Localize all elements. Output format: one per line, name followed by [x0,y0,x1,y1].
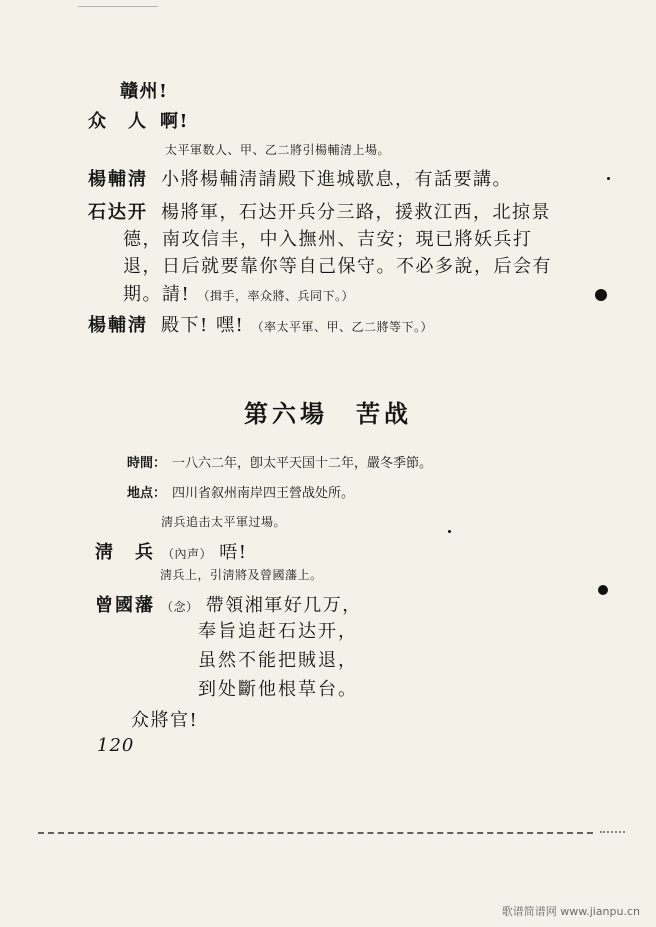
speaker-yang-fuqing-2: 楊輔淸 [88,315,148,336]
dialogue-shi-dakai-3: 退，日后就要靠你等自己保守。不必多說，后会有 [123,256,552,277]
stage-direction-3: 淸兵上，引淸將及曾國藩上。 [160,568,323,582]
line-ganzhou: 贛州! [120,81,169,102]
stage-direction-2: 淸兵追击太平軍过場。 [161,515,287,529]
ink-spot [595,289,607,301]
dialogue-yang-fuqing-2-main: 殿下! 嘿! [161,315,245,336]
dialogue-qing-soldiers-direction: （內声） [162,547,213,561]
dialogue-shi-dakai-4-direction: （揖手，率众將、兵同下。） [197,289,354,303]
time-label: 時間： [127,456,167,471]
speaker-yang-fuqing-1: 楊輔淸 [88,169,148,190]
dialogue-generals-call: 众將官! [131,710,199,731]
dialogue-yang-fuqing-2 [161,311,433,337]
bottom-rule-dots [600,831,625,833]
speaker-shi-dakai: 石达开 [88,202,148,223]
page-number: 120 [97,735,135,756]
verse-line-4: 到处斷他根草台。 [198,679,358,700]
dialogue-shi-dakai-1: 楊將軍，石达开兵分三路，援救江西，北掠景 [161,202,551,223]
place-label: 地点： [127,486,167,501]
dialogue-shi-dakai-4 [123,280,354,306]
dialogue-zeng-guofan-direction: （念） [161,600,199,614]
speaker-qing-soldiers: 淸 兵 [95,542,155,563]
dialogue-zeng-guofan [161,591,362,617]
time-value: 一八六二年，卽太平天国十二年，嚴冬季節。 [172,456,433,471]
verse-line-3: 虽然不能把賊退， [198,650,358,671]
dialogue-crowd: 啊! [160,111,189,132]
ink-speck [607,177,610,180]
verse-line-1: 帶領湘軍好几万， [205,595,362,616]
stage-direction-1: 太平軍数人、甲、乙二將引楊輔清上場。 [165,143,391,157]
dialogue-qing-soldiers-main: 唔! [219,542,248,563]
ink-spot [598,585,608,595]
dialogue-shi-dakai-4-main: 期。請! [123,284,191,305]
speaker-zeng-guofan: 曾國藩 [95,595,155,616]
watermark: 歌谱简谱网 www.jianpu.cn [501,905,640,918]
dialogue-shi-dakai-2: 德，南攻信丰，中入撫州、吉安；現已將妖兵打 [123,229,533,250]
ink-speck [448,530,451,533]
header-mark [78,0,158,7]
scene-title: 第六場 苦战 [244,399,412,428]
dialogue-yang-fuqing-2-direction: （率太平軍、甲、乙二將等下。） [251,320,433,334]
verse-line-2: 奉旨追赶石达开， [198,621,358,642]
bottom-rule [38,832,593,834]
dialogue-yang-fuqing-1: 小將楊輔淸請殿下進城歇息，有話要講。 [161,169,512,190]
dialogue-qing-soldiers [162,538,247,564]
place-value: 四川省叙州南岸四王營战处所。 [172,486,355,501]
speaker-crowd: 众 人 [88,111,148,132]
